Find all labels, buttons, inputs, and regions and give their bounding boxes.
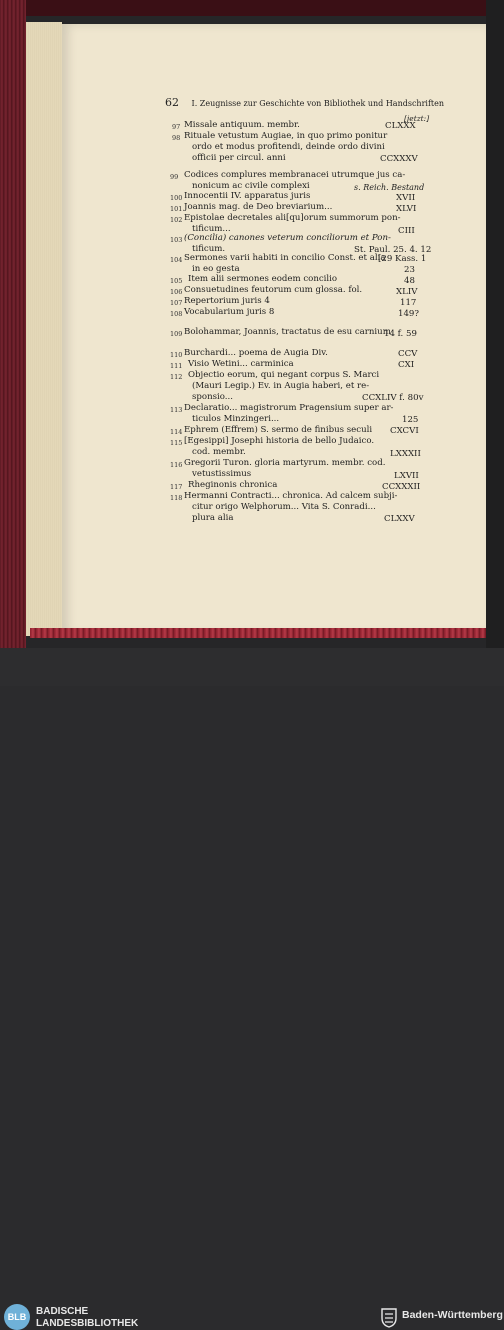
book-cover-right xyxy=(486,0,504,648)
entry-ref: XLVI xyxy=(396,204,417,214)
entry-ref: 48 xyxy=(404,276,415,286)
running-header xyxy=(165,96,444,109)
entry-number: 112 xyxy=(170,373,183,381)
entry-number: 113 xyxy=(170,406,183,414)
ref-label: [jetzt:] xyxy=(404,114,430,123)
entry-text: Epistolae decretales ali[qu]orum summorum pon- xyxy=(184,213,401,223)
blb-logo[interactable]: BLB xyxy=(4,1304,30,1330)
entry-text: Vocabularium juris 8 xyxy=(184,307,275,317)
entry-number: 109 xyxy=(170,330,183,338)
entry-number: 106 xyxy=(170,288,183,296)
entry-ref: 117 xyxy=(400,298,417,308)
entry-text: nonicum ac civile complexi xyxy=(192,181,310,191)
entry-ref: s. Reich. Bestand xyxy=(354,183,425,192)
entry-ref: LXXXII xyxy=(390,449,421,459)
entry-text: Sermones varii habiti in concilio Const. et alia xyxy=(184,253,386,263)
entry-text: vetustissimus xyxy=(192,469,252,479)
entry-text: cod. membr. xyxy=(192,447,246,457)
scan-viewer xyxy=(0,0,504,648)
entry-text: Missale antiquum. membr. xyxy=(184,120,300,130)
entry-text: Repertorium juris 4 xyxy=(184,296,270,306)
state-name[interactable]: Baden-Württemberg xyxy=(402,1309,503,1321)
entry-ref: 14 f. 59 xyxy=(384,329,417,339)
entry-text: Rheginonis chronica xyxy=(188,480,278,490)
library-name-line-2: LANDESBIBLIOTHEK xyxy=(36,1318,139,1329)
entry-text: in eo gesta xyxy=(192,264,240,274)
entry-number: 117 xyxy=(170,483,183,491)
entry-text: (Mauri Legip.) Ev. in Augia haberi, et re- xyxy=(192,381,370,391)
entry-ref: CXI xyxy=(398,360,415,370)
entry-text: Objectio eorum, qui negant corpus S. Marci xyxy=(188,370,380,380)
entry-text: Rituale vetustum Augiae, in quo primo ponitur xyxy=(184,131,388,141)
entry-text: tificum... xyxy=(192,224,231,234)
entry-text: Codices complures membranacei utrumque jus ca- xyxy=(184,170,406,180)
entry-ref: CIII xyxy=(398,226,415,236)
entry-text: ticulos Minzingeri... xyxy=(192,414,280,424)
entry-number: 118 xyxy=(170,494,183,502)
entry-number: 105 xyxy=(170,277,183,285)
entry-text: plura alia xyxy=(192,513,234,523)
entry-text: Consuetudines feutorum cum glossa. fol. xyxy=(184,285,363,295)
entry-ref: CCV xyxy=(398,349,418,359)
entry-ref: 149? xyxy=(398,309,420,319)
entry-text: Hermanni Contracti... chronica. Ad calcem subji- xyxy=(184,491,398,501)
entry-number: 111 xyxy=(170,362,183,370)
entry-text: citur origo Welphorum... Vita S. Conradi... xyxy=(192,502,376,512)
entry-text: officii per circul. anni xyxy=(192,153,286,163)
entry-text: Bolohammar, Joannis, tractatus de esu carnium xyxy=(184,327,391,337)
coat-of-arms-icon xyxy=(380,1306,398,1328)
entry-text: Ephrem (Effrem) S. sermo de finibus seculi xyxy=(184,425,373,435)
entry-ref: 125 xyxy=(402,415,419,425)
entry-ref: 23 xyxy=(404,265,415,275)
entry-number: 97 xyxy=(172,123,181,131)
page-bottom-edge xyxy=(30,628,486,638)
entry-ref: CCXLIV f. 80v xyxy=(362,393,424,403)
entry-ref: [29 Kass. 1 xyxy=(378,254,427,264)
entry-number: 98 xyxy=(172,134,181,142)
entry-number: 101 xyxy=(170,205,183,213)
entry-ref: CCXXXV xyxy=(380,154,418,164)
entry-number: 107 xyxy=(170,299,183,307)
entry-number: 104 xyxy=(170,256,183,264)
entry-ref: CLXXV xyxy=(384,514,415,524)
entry-text: sponsio... xyxy=(192,392,233,402)
entry-text: Joannis mag. de Deo breviarium... xyxy=(184,202,333,212)
book-cover-left xyxy=(0,0,26,648)
entry-number: 115 xyxy=(170,439,183,447)
entry-text: tificum. xyxy=(192,244,226,254)
entry-ref: CXCVI xyxy=(390,426,419,436)
entry-text: Declaratio... magistrorum Pragensium super ar- xyxy=(184,403,394,413)
entry-number: 102 xyxy=(170,216,183,224)
entry-number: 108 xyxy=(170,310,183,318)
entry-number: 100 xyxy=(170,194,183,202)
entry-ref: CLXXX xyxy=(385,121,416,131)
entry-number: 114 xyxy=(170,428,183,436)
entry-number: 99 xyxy=(170,173,179,181)
footer-bar xyxy=(0,648,504,1329)
entry-ref: St. Paul. 25. 4. 12 xyxy=(354,245,432,255)
book-cover-top xyxy=(0,0,504,16)
page-stack-edge xyxy=(26,22,62,636)
running-title: I. Zeugnisse zur Geschichte von Bibliothek und Handschriften xyxy=(191,99,445,108)
entry-number: 116 xyxy=(170,461,183,469)
entry-ref: LXVII xyxy=(394,471,419,481)
entry-text: [Egesippi] Josephi historia de bello Judaico. xyxy=(184,436,375,446)
entry-ref: CCXXXII xyxy=(382,482,421,492)
entry-text: ordo et modus profitendi, deinde ordo divini xyxy=(192,142,385,152)
entry-text: Burchardi... poema de Augia Div. xyxy=(184,348,328,358)
entry-number: 103 xyxy=(170,236,183,244)
page-number: 62 xyxy=(165,96,179,109)
entry-text: Visio Wetini... carminica xyxy=(188,359,294,369)
entry-number: 110 xyxy=(170,351,183,359)
library-name-line-1: BADISCHE xyxy=(36,1306,89,1317)
entry-text: (Concilia) canones veterum conciliorum et Pon- xyxy=(184,233,391,243)
entry-text: Gregorii Turon. gloria martyrum. membr. cod. xyxy=(184,458,386,468)
entry-ref: XVII xyxy=(396,193,416,203)
entry-ref: XLIV xyxy=(396,287,418,297)
entry-text: Innocentii IV. apparatus juris xyxy=(184,191,311,201)
entry-text: Item alii sermones eodem concilio xyxy=(188,274,338,284)
